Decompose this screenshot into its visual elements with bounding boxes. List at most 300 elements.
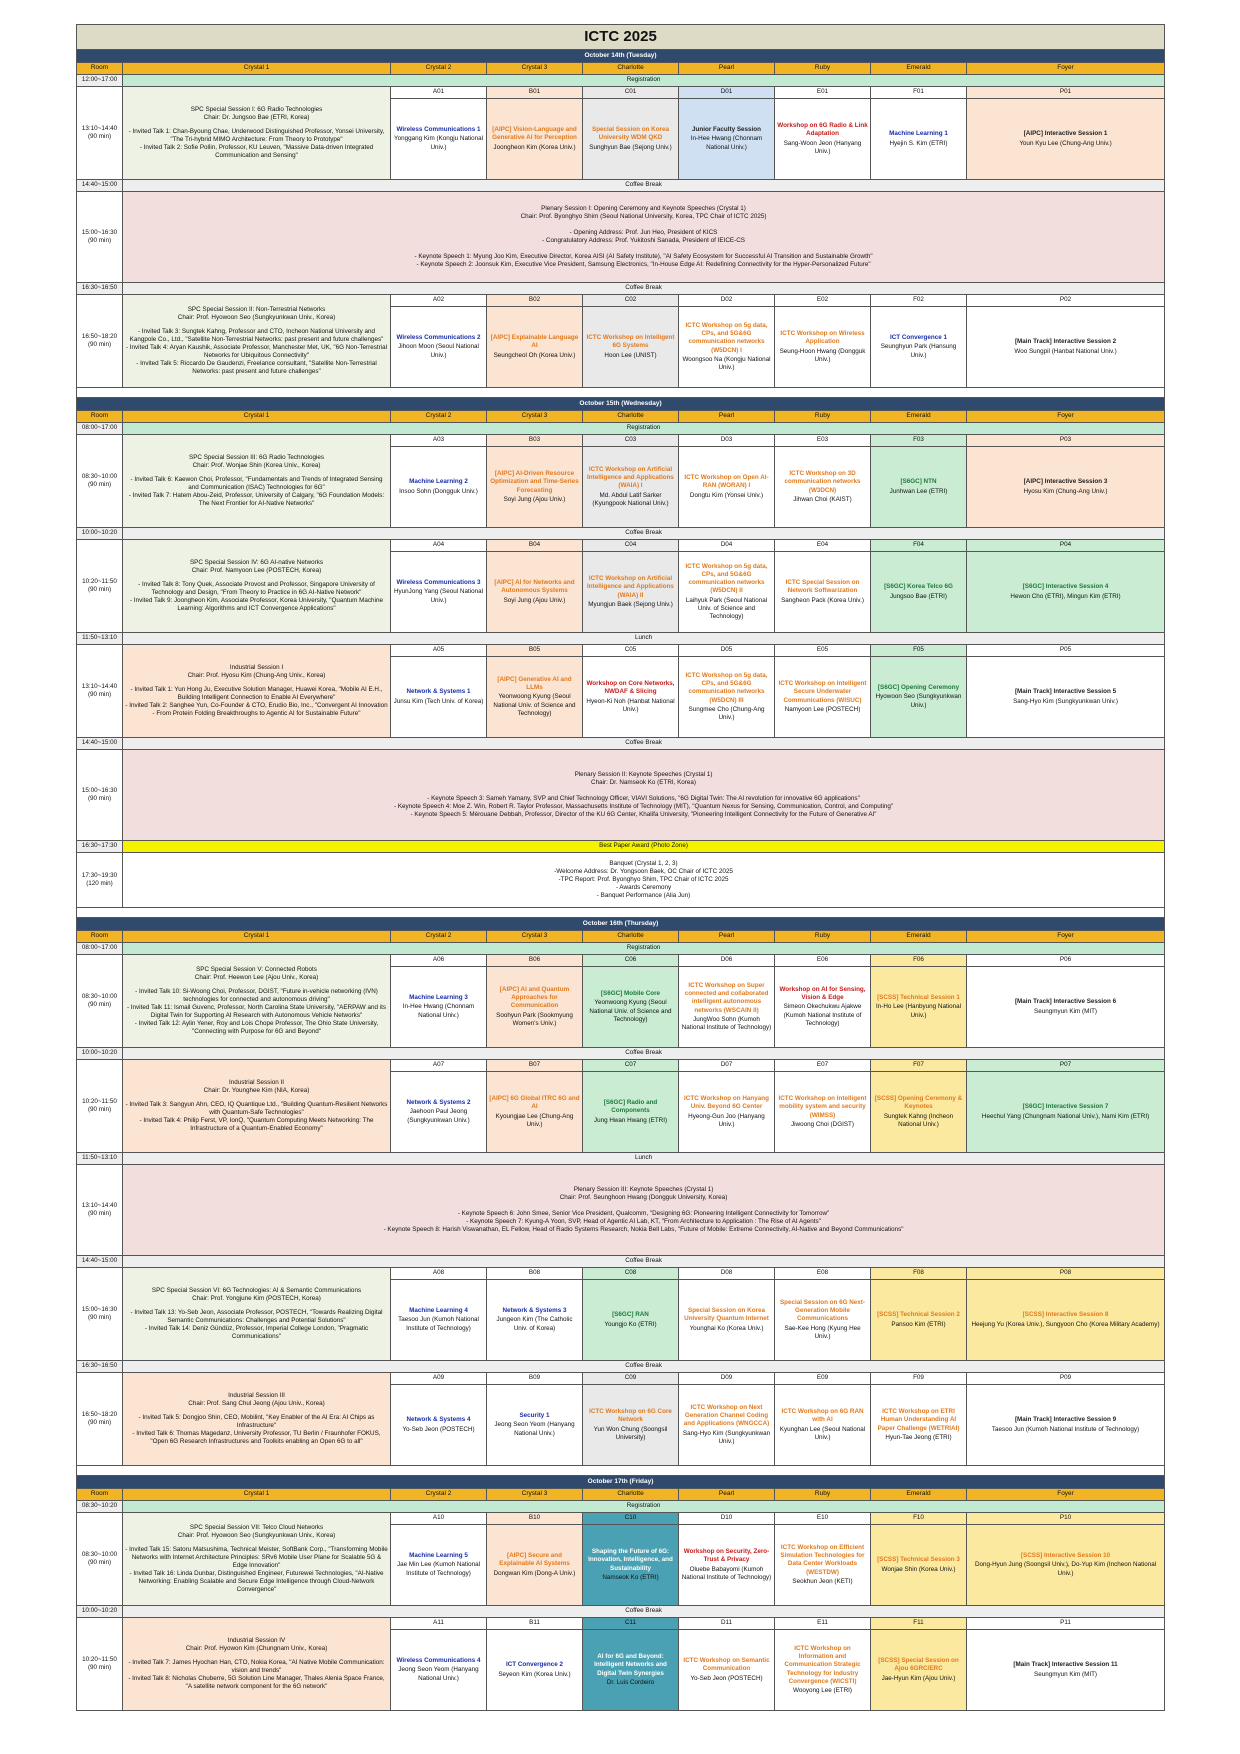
- session-chair: Jung Hwan Hwang (ETRI): [593, 1116, 668, 1124]
- session-name: [SCSS] Opening Ceremony & Keynotes: [874, 1095, 963, 1111]
- session-chair: Youngjo Ko (ETRI): [604, 1320, 657, 1328]
- session-cell: [391, 447, 487, 528]
- session-cell: [871, 552, 967, 633]
- session-code-row: [77, 1513, 1165, 1525]
- session-code: A05: [391, 645, 487, 657]
- session-code-row: [77, 1060, 1165, 1072]
- session-chair: Sae-Kee Hong (Kyung Hee Univ.): [784, 1324, 861, 1340]
- session-code: C01: [583, 87, 679, 99]
- session-cell: [967, 307, 1165, 388]
- invited-session: [123, 1373, 391, 1466]
- slot-banner: Lunch: [123, 633, 1165, 645]
- spacer-cell: [77, 908, 1165, 918]
- session-code: E03: [775, 435, 871, 447]
- session-code: C06: [583, 955, 679, 967]
- invited-session-title: SPC Special Session V: Connected Robots Chair: Prof. Heewon Lee (Ajou Univ., Korea): [194, 965, 319, 981]
- session-name: [S6GC] Mobile Core: [600, 990, 661, 998]
- session-chair: Yonggang Kim (Kongju National Univ.): [393, 135, 484, 151]
- session-cell: [967, 552, 1165, 633]
- invited-talks: - Invited Talk 1: Chan-Byoung Chae, Underwood Distinguished Professor, Yonsei University, "The Tri-hybrid MIMO Architecture: From Theory to Prototype" - Invited Talk 2: Sofie Pollin, Professor, KU Leuven, "Massive Data-driven Integrated Communication and Sensing": [128, 127, 385, 160]
- session-name: ICTC Workshop on 5g data, CPs, and 5G&6G communication networks (W5DCN) I: [685, 322, 768, 354]
- session-chair: Taesoo Jun (Kumoh National Institute of Technology): [398, 1316, 479, 1332]
- time-slot-row: [77, 1501, 1165, 1513]
- room-header: Charlotte: [583, 1489, 679, 1501]
- time-label: 15:00~16:30 (90 min): [77, 1268, 123, 1361]
- session-chair: Heechul Yang (Chungnam National Univ.), Nami Kim (ETRI): [981, 1112, 1150, 1120]
- session-name: ICTC Workshop on Intelligent mobility system and security (WIMSS): [778, 1095, 867, 1119]
- session-code: C03: [583, 435, 679, 447]
- session-chair: Md. Abdul Latif Sarker (Kyungpook National Univ.): [592, 491, 669, 507]
- session-cell: [583, 967, 679, 1048]
- session-cell: [391, 1385, 487, 1466]
- session-name: [AIPC] AI for Networks and Autonomous Systems: [494, 579, 575, 595]
- time-slot-row: [77, 1606, 1165, 1618]
- session-name: [Main Track] Interactive Session 5: [1014, 688, 1117, 696]
- session-name: ICTC Special Session on Network Softwarization: [785, 579, 860, 595]
- session-code: P11: [967, 1618, 1165, 1630]
- session-code: B06: [487, 955, 583, 967]
- spacer-row: [77, 908, 1165, 918]
- session-cell: [583, 1525, 679, 1606]
- session-name: ICTC Workshop on Intelligent Secure Underwater Communications (WISUC): [778, 680, 867, 704]
- session-code: C10: [583, 1513, 679, 1525]
- session-cell: [775, 99, 871, 180]
- session-code: B01: [487, 87, 583, 99]
- room-header: Room: [77, 1489, 123, 1501]
- session-code: E10: [775, 1513, 871, 1525]
- session-cell: [871, 1630, 967, 1711]
- session-code: F06: [871, 955, 967, 967]
- slot-banner: Coffee Break: [123, 1361, 1165, 1373]
- session-chair: Jae Min Lee (Kumoh National Institute of Technology): [397, 1561, 480, 1577]
- day-header-row: [77, 50, 1165, 63]
- room-header: Charlotte: [583, 411, 679, 423]
- session-cell: [391, 1525, 487, 1606]
- session-code: A04: [391, 540, 487, 552]
- session-chair: Woo Sungpil (Hanbat National Univ.): [1014, 347, 1117, 355]
- plenary-row: [77, 192, 1165, 283]
- invited-session-title: SPC Special Session II: Non-Terrestrial Networks Chair: Prof. Hyowoon Seo (Sungkyunkwan Univ., Korea): [177, 305, 336, 321]
- session-code: A07: [391, 1060, 487, 1072]
- invited-session: [123, 955, 391, 1048]
- session-code: C04: [583, 540, 679, 552]
- session-name: [SCSS] Technical Session 2: [877, 1311, 960, 1319]
- session-code: P10: [967, 1513, 1165, 1525]
- session-name: ICTC Workshop on Intelligent 6G Systems: [586, 334, 675, 350]
- room-header: Ruby: [775, 931, 871, 943]
- session-chair: Joongheon Kim (Korea Univ.): [493, 143, 576, 151]
- invited-session-title: SPC Special Session III: 6G Radio Technologies Chair: Prof. Wonjae Shin (Korea Univ., Korea): [189, 453, 324, 469]
- session-cell: [871, 447, 967, 528]
- time-label: 15:00~16:30 (90 min): [77, 750, 123, 841]
- time-slot-row: [77, 528, 1165, 540]
- session-chair: Soyi Jung (Ajou Univ.): [503, 596, 566, 604]
- session-chair: Hyosu Kim (Chung-Ang Univ.): [1023, 487, 1108, 495]
- session-name: Shaping the Future of 6G: Innovation, Intelligence, and Sustainability: [588, 1548, 673, 1572]
- time-label: 10:20~11:50 (90 min): [77, 1618, 123, 1711]
- session-chair: Jeong Seon Yeom (Hanyang National Univ.): [494, 1421, 575, 1437]
- session-chair: Pansoo Kim (ETRI): [891, 1320, 946, 1328]
- session-cell: [391, 1280, 487, 1361]
- session-code: E06: [775, 955, 871, 967]
- room-header: Crystal 3: [487, 931, 583, 943]
- session-chair: Seyeon Kim (Korea Univ.): [498, 1670, 571, 1678]
- session-code-row: [77, 955, 1165, 967]
- invited-session: [123, 295, 391, 388]
- session-cell: [679, 447, 775, 528]
- slot-banner: Coffee Break: [123, 528, 1165, 540]
- room-header-row: [77, 931, 1165, 943]
- session-name: Workshop on Core Networks, NWDAF & Slicing: [586, 680, 675, 696]
- session-code: B07: [487, 1060, 583, 1072]
- invited-session: [123, 540, 391, 633]
- session-name: Workshop on Security, Zero-Trust & Privacy: [683, 1548, 770, 1564]
- session-code: D04: [679, 540, 775, 552]
- room-header: Crystal 1: [123, 63, 391, 75]
- session-code: D10: [679, 1513, 775, 1525]
- session-chair: Seunghyun Park (Hansung Univ.): [880, 343, 957, 359]
- session-chair: Seokhun Jeon (KETI): [792, 1577, 853, 1585]
- session-name: [Main Track] Interactive Session 9: [1014, 1416, 1117, 1424]
- session-code-row: [77, 1618, 1165, 1630]
- invited-session: [123, 645, 391, 738]
- session-chair: Namyoon Lee (POSTECH): [784, 705, 861, 713]
- room-header: Foyer: [967, 1489, 1165, 1501]
- session-chair: Yo-Seb Jeon (POSTECH): [402, 1425, 475, 1433]
- session-chair: Sangheon Pack (Korea Univ.): [781, 596, 864, 604]
- time-label: 14:40~15:00: [77, 738, 123, 750]
- session-cell: [391, 657, 487, 738]
- session-cell: [487, 1280, 583, 1361]
- session-cell: [679, 307, 775, 388]
- slot-banner: Coffee Break: [123, 738, 1165, 750]
- time-label: 08:00~17:00: [77, 423, 123, 435]
- session-chair: Jaehoon Paul Jeong (Sungkyunkwan Univ.): [407, 1108, 470, 1124]
- invited-session-title: SPC Special Session I: 6G Radio Technologies Chair: Dr. Jungsoo Bae (ETRI, Korea): [190, 105, 323, 121]
- invited-session: [123, 1268, 391, 1361]
- session-code: D05: [679, 645, 775, 657]
- session-name: ICTC Workshop on Efficient Simulation Technologies for Data Center Workloads (WESTDW): [780, 1544, 865, 1576]
- session-name: Machine Learning 1: [889, 130, 948, 138]
- session-chair: Sungmee Cho (Chung-Ang Univ.): [688, 705, 765, 721]
- session-chair: Seung-Hoon Hwang (Dongguk Univ.): [779, 347, 866, 363]
- session-name: Wireless Communications 2: [396, 334, 481, 342]
- time-label: 14:40~15:00: [77, 180, 123, 192]
- session-name: Network & Systems 3: [502, 1307, 567, 1315]
- time-label: 17:30~19:30 (120 min): [77, 853, 123, 908]
- session-cell: [583, 307, 679, 388]
- session-cell: [871, 967, 967, 1048]
- session-code: P05: [967, 645, 1165, 657]
- session-chair: Simeon Okechukwu Ajakwe (Kumoh National Institute of Technology): [783, 1003, 862, 1027]
- day-header-row: [77, 1476, 1165, 1489]
- session-chair: Hewon Cho (ETRI), Mingun Kim (ETRI): [1010, 592, 1121, 600]
- session-chair: Junhwan Lee (ETRI): [889, 487, 948, 495]
- session-cell: [679, 1630, 775, 1711]
- session-code-row: [77, 87, 1165, 99]
- session-cell: [487, 447, 583, 528]
- session-code: C08: [583, 1268, 679, 1280]
- session-name: Wireless Communications 3: [396, 579, 481, 587]
- time-label: 10:00~10:20: [77, 1606, 123, 1618]
- session-code: D08: [679, 1268, 775, 1280]
- session-code-row: [77, 435, 1165, 447]
- session-code: A09: [391, 1373, 487, 1385]
- session-cell: [391, 99, 487, 180]
- session-cell: [487, 1385, 583, 1466]
- invited-talks: - Invited Talk 7: James Hyochan Han, CTO, Nokia Korea, "AI Native Mobile Communication: vision and trends" - Invited Talk 8: Nicholas Chuberre, 5G Solution Line Manager, Thales Alenia Space France, "A satellite network component for the 6G network": [128, 1658, 385, 1691]
- session-cell: [583, 99, 679, 180]
- session-chair: Seungcheol Oh (Korea Univ.): [493, 351, 576, 359]
- day-header-row: [77, 398, 1165, 411]
- room-header: Room: [77, 63, 123, 75]
- session-name: Network & Systems 2: [406, 1099, 471, 1107]
- session-name: [AIPC] Interactive Session 3: [1023, 478, 1108, 486]
- session-code: C05: [583, 645, 679, 657]
- session-code: D03: [679, 435, 775, 447]
- day-label: October 17th (Friday): [77, 1476, 1165, 1489]
- session-cell: [871, 1525, 967, 1606]
- session-cell: [679, 657, 775, 738]
- plenary-row: [77, 750, 1165, 841]
- session-code: B09: [487, 1373, 583, 1385]
- room-header: Room: [77, 931, 123, 943]
- session-code: F03: [871, 435, 967, 447]
- session-code: P03: [967, 435, 1165, 447]
- session-code: B11: [487, 1618, 583, 1630]
- room-header: Crystal 3: [487, 411, 583, 423]
- schedule-page: [76, 24, 1164, 1711]
- time-label: 08:30~10:00 (90 min): [77, 435, 123, 528]
- session-chair: Oluebe Babayomi (Kumoh National Institute of Technology): [681, 1565, 772, 1581]
- time-label: 13:10~14:40 (90 min): [77, 87, 123, 180]
- session-chair: Dr. Luis Cordeiro: [606, 1678, 655, 1686]
- room-header: Crystal 1: [123, 931, 391, 943]
- session-name: ICTC Workshop on ETRI Human Understanding AI Paper Challenge (WETRIAI): [877, 1408, 960, 1432]
- room-header-row: [77, 1489, 1165, 1501]
- session-code: F08: [871, 1268, 967, 1280]
- session-chair: Yun Won Chung (Soongsil University): [593, 1425, 668, 1441]
- time-label: 16:30~16:50: [77, 283, 123, 295]
- time-label: 08:30~10:00 (90 min): [77, 955, 123, 1048]
- session-name: ICTC Workshop on 5g data, CPs, and 5G&6G communication networks (W5DCN) III: [685, 672, 768, 704]
- session-chair: Insoo Sohn (Dongguk Univ.): [399, 487, 478, 495]
- session-code: P09: [967, 1373, 1165, 1385]
- invited-session-title: SPC Special Session VI: 6G Technologies: AI & Semantic Communications Chair: Prof. Yongjune Kim (POSTECH, Korea): [151, 1286, 362, 1302]
- session-name: [Main Track] Interactive Session 6: [1014, 998, 1117, 1006]
- session-name: ICT Convergence 1: [889, 334, 948, 342]
- invited-talks: - Invited Talk 3: Sangyun Ahn, CEO, IQ Quantique Ltd., "Building Quantum-Resilient Networks with Quantum-Safe Technologies" - Invited Talk 4: Philip Ferst, VP, IonQ, "Quantum Computing Meets Networking: The Infrastructure of a Quantum-Enabled Economy": [125, 1100, 388, 1133]
- session-chair: Soyi Jung (Ajou Univ.): [503, 495, 566, 503]
- session-name: [SCSS] Technical Session 3: [877, 1556, 960, 1564]
- session-cell: [583, 657, 679, 738]
- invited-talks: - Invited Talk 15: Satoru Matsushima, Technical Meister, SoftBank Corp., "Transforming Mobile Networks with Internet Architecture Principles: SRv6 Mobile User Plane for Scalable 5G & Edge Innovation" - Invited Talk 16: Linda Dunbar, Distinguished Engineer, Futurewei Technologies, "AI-Native Networking: Enabling Scalable and Secure Edge Intelligence through Cloud-Network Convergence": [125, 1545, 388, 1594]
- session-chair: Hyeong-Gun Joo (Hanyang Univ.): [688, 1112, 765, 1128]
- session-name: ICTC Workshop on 5g data, CPs, and 5G&6G communication networks (W5DCN) II: [685, 563, 768, 595]
- session-name: Machine Learning 4: [409, 1307, 468, 1315]
- session-cell: [391, 552, 487, 633]
- invited-session: [123, 1513, 391, 1606]
- room-header: Pearl: [679, 63, 775, 75]
- session-cell: [967, 1630, 1165, 1711]
- room-header: Crystal 1: [123, 411, 391, 423]
- session-name: Junior Faculty Session: [692, 126, 761, 134]
- page-title: ICTC 2025: [77, 25, 1165, 50]
- session-name: ICTC Workshop on Information and Communication Strategic Technology for Industry Convergence (WICSTI): [784, 1645, 861, 1685]
- session-name: Special Session on Korea University WDM QKD: [592, 126, 669, 142]
- session-chair: Sang-Hyo Kim (Sungkyunkwan Univ.): [682, 1429, 771, 1445]
- session-cell: [487, 1630, 583, 1711]
- session-chair: Sunghyun Bae (Sejong Univ.): [589, 143, 672, 151]
- room-header: Foyer: [967, 63, 1165, 75]
- spacer-cell: [77, 388, 1165, 398]
- session-code: B03: [487, 435, 583, 447]
- room-header: Crystal 2: [391, 63, 487, 75]
- plenary-row: [77, 1165, 1165, 1256]
- slot-banner: Registration: [123, 1501, 1165, 1513]
- session-chair: Woongsoo Na (Kongju National Univ.): [682, 355, 771, 371]
- invited-talks: - Invited Talk 3: Sungtek Kahng, Professor and CTO, Incheon National University and Kangpole Co., Ltd., "Satellite Non-Terrestrial Networks: past present and future challenges" - Invited Talk 4: Aryan Kaushik, Associate Professor, Manchester Met, UK, "6G Non-Terrestrial Networks for Ubiquitous Connectivity" - Invited Talk 5: Riccardo De Gaudenzi, Freelance consultant, "Satellite Non-Terrestrial Networks: past present and future challenges": [125, 327, 388, 376]
- session-name: ICTC Workshop on Super connected and collaborated intelligent autonomous networks (WSCAIN II): [684, 982, 769, 1014]
- session-cell: [871, 1280, 967, 1361]
- session-chair: Jungsoo Bae (ETRI): [889, 592, 948, 600]
- session-name: [AIPC] Secure and Explainable AI Systems: [499, 1552, 570, 1568]
- session-code: E08: [775, 1268, 871, 1280]
- invited-session-title: Industrial Session IV Chair: Prof. Hyowon Kim (Chungnam Univ., Korea): [185, 1636, 328, 1652]
- session-code: E11: [775, 1618, 871, 1630]
- invited-talks: - Invited Talk 1: Yun Hong Ju, Executive Solution Manager, Huawei Korea, "Mobile AI E.H., Building Intelligent Connection to Enable AI Everywhere" - Invited Talk 2: Sanghee Yun, Co-Founder & CTO, Erudio Bio, Inc., "Convergent AI Innovation - From Protein Folding Breakthroughs to Agentic AI for Sustainable Future": [125, 685, 388, 718]
- session-chair: Namseok Ko (ETRI): [602, 1573, 659, 1581]
- time-label: 08:30~10:00 (90 min): [77, 1513, 123, 1606]
- session-chair: Sang-Woon Jeon (Hanyang Univ.): [783, 139, 862, 155]
- session-name: Machine Learning 2: [409, 478, 468, 486]
- session-cell: [967, 99, 1165, 180]
- time-label: 16:30~16:50: [77, 1361, 123, 1373]
- session-code: B04: [487, 540, 583, 552]
- room-header: Crystal 2: [391, 931, 487, 943]
- room-header: Charlotte: [583, 931, 679, 943]
- session-name: [AIPC] Explainable Language AI: [490, 334, 579, 350]
- invited-talks: - Invited Talk 6: Kaewon Choi, Professor, "Fundamentals and Trends of Integrated Sensing and Communication (ISAC) Technologies for 6G" - Invited Talk 7: Hatem Abou-Zeid, Professor, University of Calgary, "6G Foundation Models: The Next Frontier for AI-Native Networks": [128, 475, 385, 508]
- session-name: ICTC Workshop on Next Generation Channel Coding and Applications (WNGCCA): [683, 1404, 770, 1428]
- session-name: ICTC Workshop on 6G Core Network: [589, 1408, 672, 1424]
- invited-session-title: SPC Special Session VII: Telco Cloud Networks Chair: Prof. Hyowoon Seo (Sungkyunkwan Univ., Korea): [177, 1523, 336, 1539]
- session-code: F05: [871, 645, 967, 657]
- time-label: 16:30~17:30: [77, 841, 123, 853]
- invited-session-title: Industrial Session I Chair: Prof. Hyosu Kim (Chung-Ang Univ., Korea): [187, 663, 326, 679]
- room-header: Crystal 2: [391, 411, 487, 423]
- session-cell: [391, 1072, 487, 1153]
- session-name: [S6GC] Interactive Session 7: [1022, 1103, 1109, 1111]
- session-cell: [487, 967, 583, 1048]
- session-name: Machine Learning 5: [409, 1552, 468, 1560]
- session-chair: Yeonwoong Kyung (Seoul National Univ. of Science and Technology): [493, 693, 576, 717]
- session-cell: [679, 1072, 775, 1153]
- session-code: B05: [487, 645, 583, 657]
- session-cell: [775, 1072, 871, 1153]
- room-header: Foyer: [967, 931, 1165, 943]
- session-code: C11: [583, 1618, 679, 1630]
- session-code-row: [77, 645, 1165, 657]
- slot-banner: Registration: [123, 423, 1165, 435]
- session-name: Workshop on 6G Radio & Link Adaptation: [777, 122, 868, 138]
- time-slot-row: [77, 841, 1165, 853]
- session-name: Special Session on 6G Next-Generation Mobile Communications: [779, 1299, 866, 1323]
- session-cell: [679, 1385, 775, 1466]
- slot-banner: Coffee Break: [123, 283, 1165, 295]
- slot-banner: Registration: [123, 943, 1165, 955]
- session-code: A01: [391, 87, 487, 99]
- session-code: D09: [679, 1373, 775, 1385]
- session-cell: [391, 1630, 487, 1711]
- session-code: F01: [871, 87, 967, 99]
- session-code: C02: [583, 295, 679, 307]
- spacer-cell: [77, 1466, 1165, 1476]
- session-code: F11: [871, 1618, 967, 1630]
- session-code-row: [77, 1268, 1165, 1280]
- session-name: [Main Track] Interactive Session 2: [1014, 338, 1117, 346]
- session-chair: Jiwoong Choi (DGIST): [791, 1120, 854, 1128]
- time-label: 11:50~13:10: [77, 633, 123, 645]
- session-cell: [775, 552, 871, 633]
- session-cell: [775, 657, 871, 738]
- room-header: Emerald: [871, 411, 967, 423]
- session-code: F07: [871, 1060, 967, 1072]
- session-cell: [967, 1525, 1165, 1606]
- room-header: Charlotte: [583, 63, 679, 75]
- time-label: 12:00~17:00: [77, 75, 123, 87]
- time-label: 13:10~14:40 (90 min): [77, 645, 123, 738]
- time-slot-row: [77, 283, 1165, 295]
- session-code: P07: [967, 1060, 1165, 1072]
- session-name: [S6GC] Opening Ceremony: [877, 684, 960, 692]
- session-chair: Hyun-Tae Jeong (ETRI): [885, 1433, 952, 1441]
- room-header: Emerald: [871, 931, 967, 943]
- invited-session: [123, 1618, 391, 1711]
- session-cell: [679, 1280, 775, 1361]
- invited-session: [123, 1060, 391, 1153]
- session-name: ICTC Workshop on Artificial Intelligence and Applications (WAIA) II: [587, 575, 674, 599]
- session-cell: [775, 1525, 871, 1606]
- session-cell: [583, 1280, 679, 1361]
- session-chair: Jae-Hyun Kim (Ajou Univ.): [881, 1674, 956, 1682]
- time-slot-row: [77, 423, 1165, 435]
- session-code: B02: [487, 295, 583, 307]
- room-header: Ruby: [775, 1489, 871, 1501]
- session-name: ICTC Workshop on 6G RAN with AI: [781, 1408, 864, 1424]
- spacer-row: [77, 388, 1165, 398]
- room-header: Foyer: [967, 411, 1165, 423]
- session-chair: Younghai Ko (Korea Univ.): [689, 1324, 764, 1332]
- session-chair: Hyowoon Seo (Sungkyunkwan Univ.): [875, 693, 962, 709]
- invited-session-title: SPC Special Session IV: 6G AI-native Networks Chair: Prof. Namyoon Lee (POSTECH, Korea): [189, 558, 324, 574]
- session-code: A11: [391, 1618, 487, 1630]
- session-chair: Jeong Seon Yeom (Hanyang National Univ.): [398, 1666, 479, 1682]
- time-slot-row: [77, 738, 1165, 750]
- time-label: 16:50~18:20 (90 min): [77, 1373, 123, 1466]
- session-chair: Seungmyun Kim (MIT): [1034, 1670, 1098, 1678]
- invited-session-title: Industrial Session III Chair: Prof. Sang Chul Jeong (Ajou Univ., Korea): [188, 1391, 325, 1407]
- session-cell: [391, 967, 487, 1048]
- time-label: 14:40~15:00: [77, 1256, 123, 1268]
- session-code: P01: [967, 87, 1165, 99]
- session-name: [S6GC] Radio and Components: [603, 1099, 658, 1115]
- session-name: ICT Convergence 2: [505, 1661, 564, 1669]
- session-name: Network & Systems 4: [406, 1416, 471, 1424]
- time-label: 08:30~10:20: [77, 1501, 123, 1513]
- session-code: E09: [775, 1373, 871, 1385]
- session-cell: [679, 967, 775, 1048]
